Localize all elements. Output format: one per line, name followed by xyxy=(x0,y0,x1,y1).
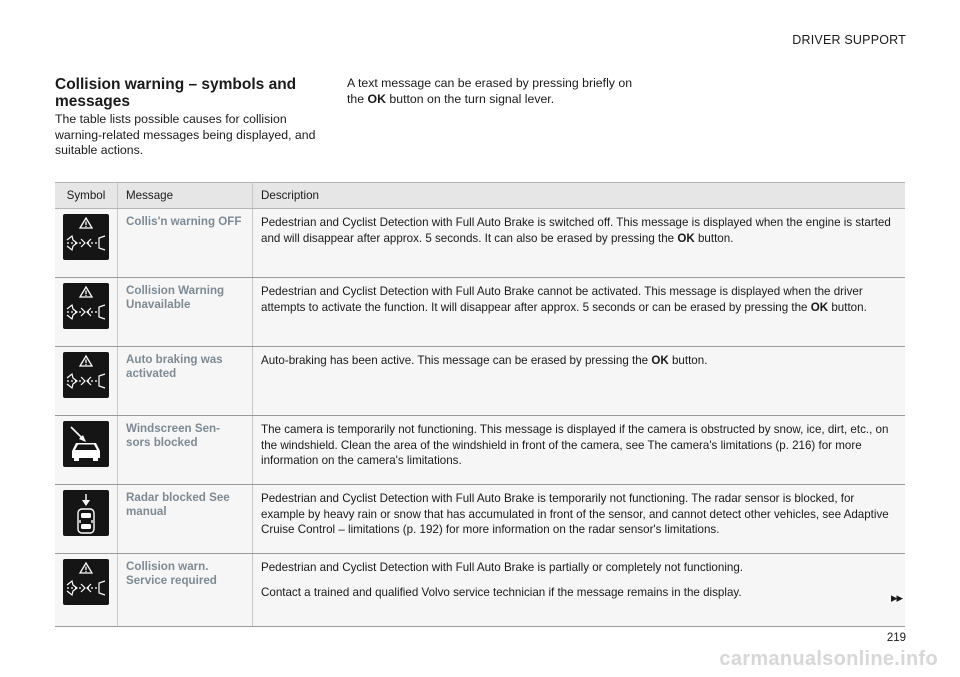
message-cell: Collis'n warning OFF xyxy=(118,209,253,278)
message-cell: Windscreen Sen-sors blocked xyxy=(118,416,253,485)
watermark: carmanualsonline.info xyxy=(719,648,938,670)
description-text-end: button. xyxy=(694,231,734,245)
description-text-end: button. xyxy=(828,300,867,314)
note-text-before: A text message can be erased by pressing briefly on the xyxy=(347,76,633,106)
table-row xyxy=(55,554,905,627)
windscreen-sensor-icon xyxy=(63,421,109,467)
message-cell: Auto braking was activated xyxy=(118,347,253,416)
continue-arrows-icon: ▸▸ xyxy=(890,590,902,605)
symbol-cell xyxy=(55,347,118,416)
note-text-after: button on the turn signal lever. xyxy=(385,91,555,106)
description-cell xyxy=(253,209,906,278)
messages-table xyxy=(55,182,905,627)
description-text: Pedestrian and Cyclist Detection with Full Auto Brake is temporarily not functioning. The radar sensor is blocked, for example by heavy rain or snow that has accumulated in front of the sensor, and cannot detect other vehicles, see Adaptive Cruise Control – limitations (p. 192) for more information on the radar sensor's limitations. xyxy=(261,492,889,536)
symbol-cell xyxy=(55,485,118,554)
description-cell xyxy=(253,416,906,485)
description-text: The camera is temporarily not functioning. This message is displayed if the camera is obstructed by snow, ice, dirt, etc., on the windshield. Clean the area of the windshield in front of the camera, see The camera's limitations (p. 216) for more information on the camera's limitations. xyxy=(261,423,889,467)
note-paragraph xyxy=(347,76,637,107)
collision-warning-icon xyxy=(63,283,109,329)
table-row xyxy=(55,485,905,554)
description-text: Auto-braking has been active. This message can be erased by pressing the xyxy=(261,354,652,367)
collision-warning-icon xyxy=(63,214,109,260)
ok-label: OK xyxy=(677,231,695,245)
page-number: 219 xyxy=(886,632,906,644)
header-symbol: Symbol xyxy=(55,183,118,209)
description-text: Pedestrian and Cyclist Detection with Full Auto Brake cannot be activated. This message is displayed when the driver attempts to activate the function. It will disappear after approx. 5 seconds or can be erased by pressing the xyxy=(261,285,863,314)
description-text: Pedestrian and Cyclist Detection with Full Auto Brake is partially or completely not functioning. xyxy=(261,561,744,574)
ok-label: OK xyxy=(651,354,669,367)
message-cell: Radar blocked See manual xyxy=(118,485,253,554)
intro-paragraph: The table lists possible causes for collision warning-related messages being displayed, and suitable actions. xyxy=(55,112,316,157)
description-text: Pedestrian and Cyclist Detection with Full Auto Brake is switched off. This message is displayed when the engine is started and will disappear after approx. 5 seconds. It can also be erased by pressing the xyxy=(261,216,891,245)
table-row xyxy=(55,209,905,278)
description-cell xyxy=(253,347,906,416)
symbol-cell xyxy=(55,554,118,627)
message-cell: Collision Warning Unavailable xyxy=(118,278,253,347)
section-header: DRIVER SUPPORT xyxy=(792,33,906,47)
table-row xyxy=(55,278,905,347)
table-row xyxy=(55,347,905,416)
message-cell: Collision warn. Service required xyxy=(118,554,253,627)
symbol-cell xyxy=(55,278,118,347)
page-heading: Collision warning – symbols and messages xyxy=(55,76,297,110)
header-description: Description xyxy=(253,183,906,209)
header-message: Message xyxy=(118,183,253,209)
description-cell xyxy=(253,485,906,554)
table-header-row xyxy=(55,183,905,209)
symbol-cell xyxy=(55,209,118,278)
collision-warning-icon xyxy=(63,559,109,605)
radar-blocked-icon xyxy=(63,490,109,536)
table-row xyxy=(55,416,905,485)
description-cell xyxy=(253,278,906,347)
collision-warning-icon xyxy=(63,352,109,398)
note-ok-label: OK xyxy=(367,91,386,106)
symbol-cell xyxy=(55,416,118,485)
ok-label: OK xyxy=(810,300,829,314)
description-cell xyxy=(253,554,906,627)
description-text-2: Contact a trained and qualified Volvo service technician if the message remains in the display. xyxy=(261,585,742,599)
description-text-end: button. xyxy=(668,354,708,367)
